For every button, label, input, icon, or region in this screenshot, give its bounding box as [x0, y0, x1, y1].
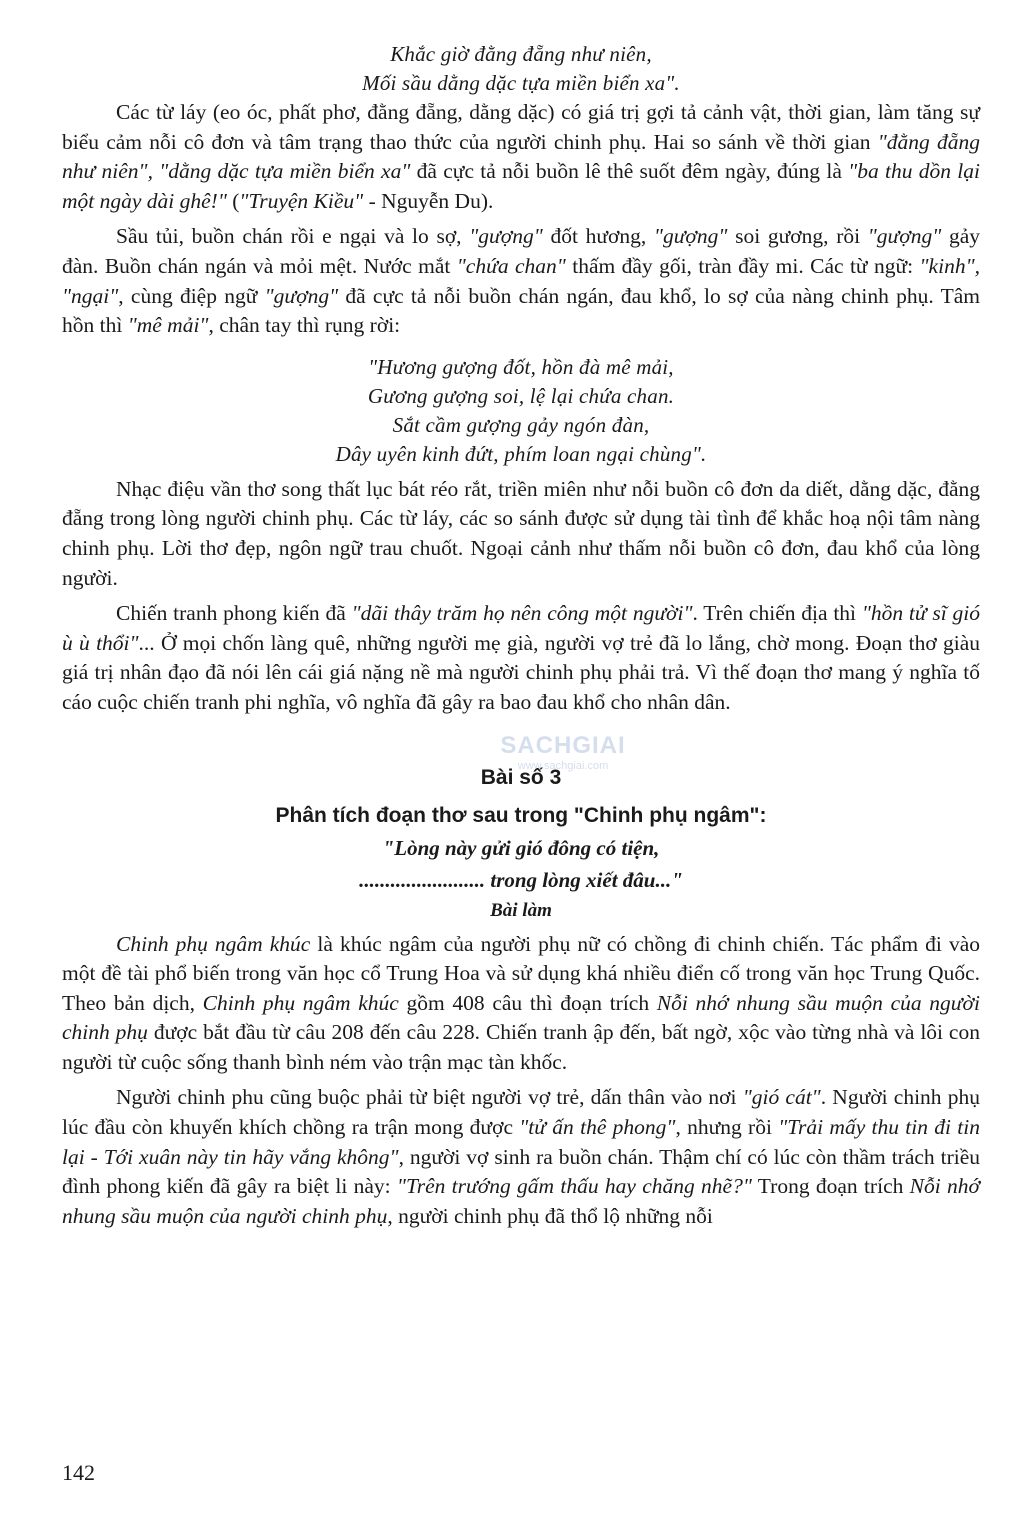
italic-quote: "gượng" [469, 224, 543, 249]
verse-middle [62, 353, 980, 469]
text: ( [226, 188, 240, 213]
verse-line: Gương gượng soi, lệ lại chứa chan. [367, 383, 675, 408]
italic-quote: "hồn tử sĩ gió ù ù thổi" [62, 601, 980, 655]
italic-quote: "kinh", "ngại" [62, 253, 980, 308]
lesson-title: Bài số 3 [480, 765, 562, 789]
lesson-quote-line-2: ........................ trong lòng xiết đâu..." [359, 867, 683, 892]
italic-quote: Chinh phụ ngâm khúc [116, 931, 311, 956]
italic-quote: Nỗi nhớ nhung sầu muộn của người chinh phụ [62, 1174, 980, 1228]
italic-quote: "mê mải" [127, 313, 209, 338]
text: Người chinh phu cũng buộc phải từ biệt người vợ trẻ, dấn thân vào nơi [116, 1085, 743, 1110]
verse-line: Khắc giờ đằng đẵng như niên, [390, 42, 652, 66]
italic-quote: "Trên trướng gấm thấu hay chăng nhẽ?" [396, 1174, 752, 1199]
italic-quote: "dãi thây trăm họ nên công một người" [351, 601, 693, 626]
italic-quote: "gượng" [653, 224, 728, 249]
italic-quote: "Truyện Kiều" [239, 188, 364, 213]
text: là khúc ngâm của người phụ nữ có chồng đi chinh chiến. Tác phẩm đi vào một đề tài phổ biến trong văn học cổ Trung Hoa và sử dụng khá nhiều điển cố trong văn học Trung Quốc. Theo bản dịch, [62, 931, 980, 1015]
text: , chân tay thì rụng rời: [208, 313, 401, 338]
text: Trong đoạn trích [751, 1174, 910, 1199]
text: . Người chinh phụ lúc đầu còn khuyến khích chồng ra trận mong được [62, 1085, 980, 1140]
paragraph-5 [62, 930, 980, 1078]
paragraph-4 [62, 599, 980, 717]
text: gảy đàn. Buồn chán ngán và mỏi mệt. Nước mắt [62, 224, 981, 278]
verse-line: Sắt cầm gượng gảy ngón đàn, [392, 412, 650, 437]
verse-line: Mối sầu dằng dặc tựa miền biển xa". [362, 71, 680, 95]
text: đã cực tả nỗi buồn lê thê suốt đêm ngày, đúng là [410, 159, 849, 184]
page-body [62, 40, 980, 1237]
italic-quote: "đằng đẵng như niên", "dằng dặc tựa miền biển xa" [62, 129, 980, 184]
italic-quote: "gượng" [264, 283, 339, 308]
text: Các từ láy (eo óc, phất phơ, đằng đẵng, dằng dặc) có giá trị gợi tả cảnh vật, thời gian, làm tăng sự biểu cảm nỗi cô đơn và tâm trạng thao thức của người chinh phụ. Hai so sánh về thời gian [62, 100, 980, 154]
text: đã cực tả nỗi buồn chán ngán, đau khổ, lo sợ của nàng chinh phụ. Tâm hồn thì [62, 283, 980, 338]
watermark-text: SACHGIAI [500, 732, 626, 759]
paragraph-1 [62, 98, 980, 216]
italic-quote: "gió cát" [742, 1085, 821, 1110]
lesson-quote-line-1: "Lòng này gửi gió đông có tiện, [382, 835, 660, 860]
text: , cùng điệp ngữ [118, 283, 265, 308]
text: thấm đầy gối, tràn đầy mi. Các từ ngữ: [565, 253, 920, 278]
lesson-task: Phân tích đoạn thơ sau trong "Chinh phụ ngâm": [275, 803, 767, 827]
lesson-subtitle: Bài làm [490, 899, 552, 921]
paragraph-3: Nhạc điệu vần thơ song thất lục bát réo rắt, triền miên như nỗi buồn cô đơn da diết, dằng dặc, đằng đẵng trong lòng người chinh phụ. Các từ láy, các so sánh được sử dụng tài tình để khắc hoạ nội tâm nàng chinh phụ. Lời thơ đẹp, ngôn ngữ trau chuốt. Ngoại cảnh như thấm nỗi buồn cô đơn, đau khổ của lòng người. [62, 476, 980, 590]
verse-line: Dây uyên kinh đứt, phím loan ngại chùng". [335, 441, 707, 466]
italic-quote: "ba thu dồn lại một ngày dài ghê!" [62, 159, 981, 213]
text: ... Ở mọi chốn làng quê, những người mẹ già, người vợ trẻ đã lo lắng, chờ mong. Đoạn thơ giàu giá trị nhân đạo đã nói lên cái giá nặng nề mà người chinh phụ phải trả. Vì thế đoạn thơ mang ý nghĩa tố cáo cuộc chiến tranh phi nghĩa, vô nghĩa đã gây ra bao đau khổ cho nhân dân. [62, 630, 980, 714]
text: đốt hương, [542, 224, 654, 249]
italic-quote: "gượng" [867, 224, 942, 249]
paragraph-2 [62, 222, 980, 340]
text: Sầu tủi, buồn chán rồi e ngại và lo sợ, [116, 224, 470, 249]
text: . Trên chiến địa thì [692, 601, 862, 626]
text: , người vợ sinh ra buồn chán. Thậm chí có lúc còn thầm trách triều đình phong kiến đã gây ra biệt li này: [62, 1144, 980, 1199]
italic-quote: "chứa chan" [456, 253, 566, 278]
text: - Nguyễn Du). [363, 188, 494, 213]
text: soi gương, rồi [727, 224, 868, 249]
text: Chiến tranh phong kiến đã [116, 601, 352, 626]
page-number: 142 [62, 1460, 95, 1485]
text: , người chinh phụ đã thổ lộ những nỗi [387, 1203, 713, 1228]
italic-quote: "Trải mấy thu tin đi tin lại - Tới xuân này tin hãy vắng không" [62, 1115, 980, 1169]
text: , nhưng rồi [675, 1115, 779, 1140]
verse-top [62, 40, 980, 98]
text: được bắt đầu từ câu 208 đến câu 228. Chiến tranh ập đến, bất ngờ, xộc vào từng nhà và lôi con người từ cuộc sống thanh bình ném vào trận mạc tàn khốc. [62, 1020, 980, 1074]
watermark-url: www.sachgiai.com [517, 760, 609, 772]
italic-quote: Chinh phụ ngâm khúc [202, 990, 399, 1015]
paragraph-6 [62, 1083, 980, 1231]
italic-quote: "tử ấn thê phong" [519, 1115, 676, 1140]
verse-line: "Hương gượng đốt, hồn đà mê mải, [368, 354, 674, 379]
text: gồm 408 câu thì đoạn trích [398, 990, 657, 1015]
italic-quote: Nỗi nhớ nhung sầu muộn của người chinh phụ [62, 990, 980, 1045]
